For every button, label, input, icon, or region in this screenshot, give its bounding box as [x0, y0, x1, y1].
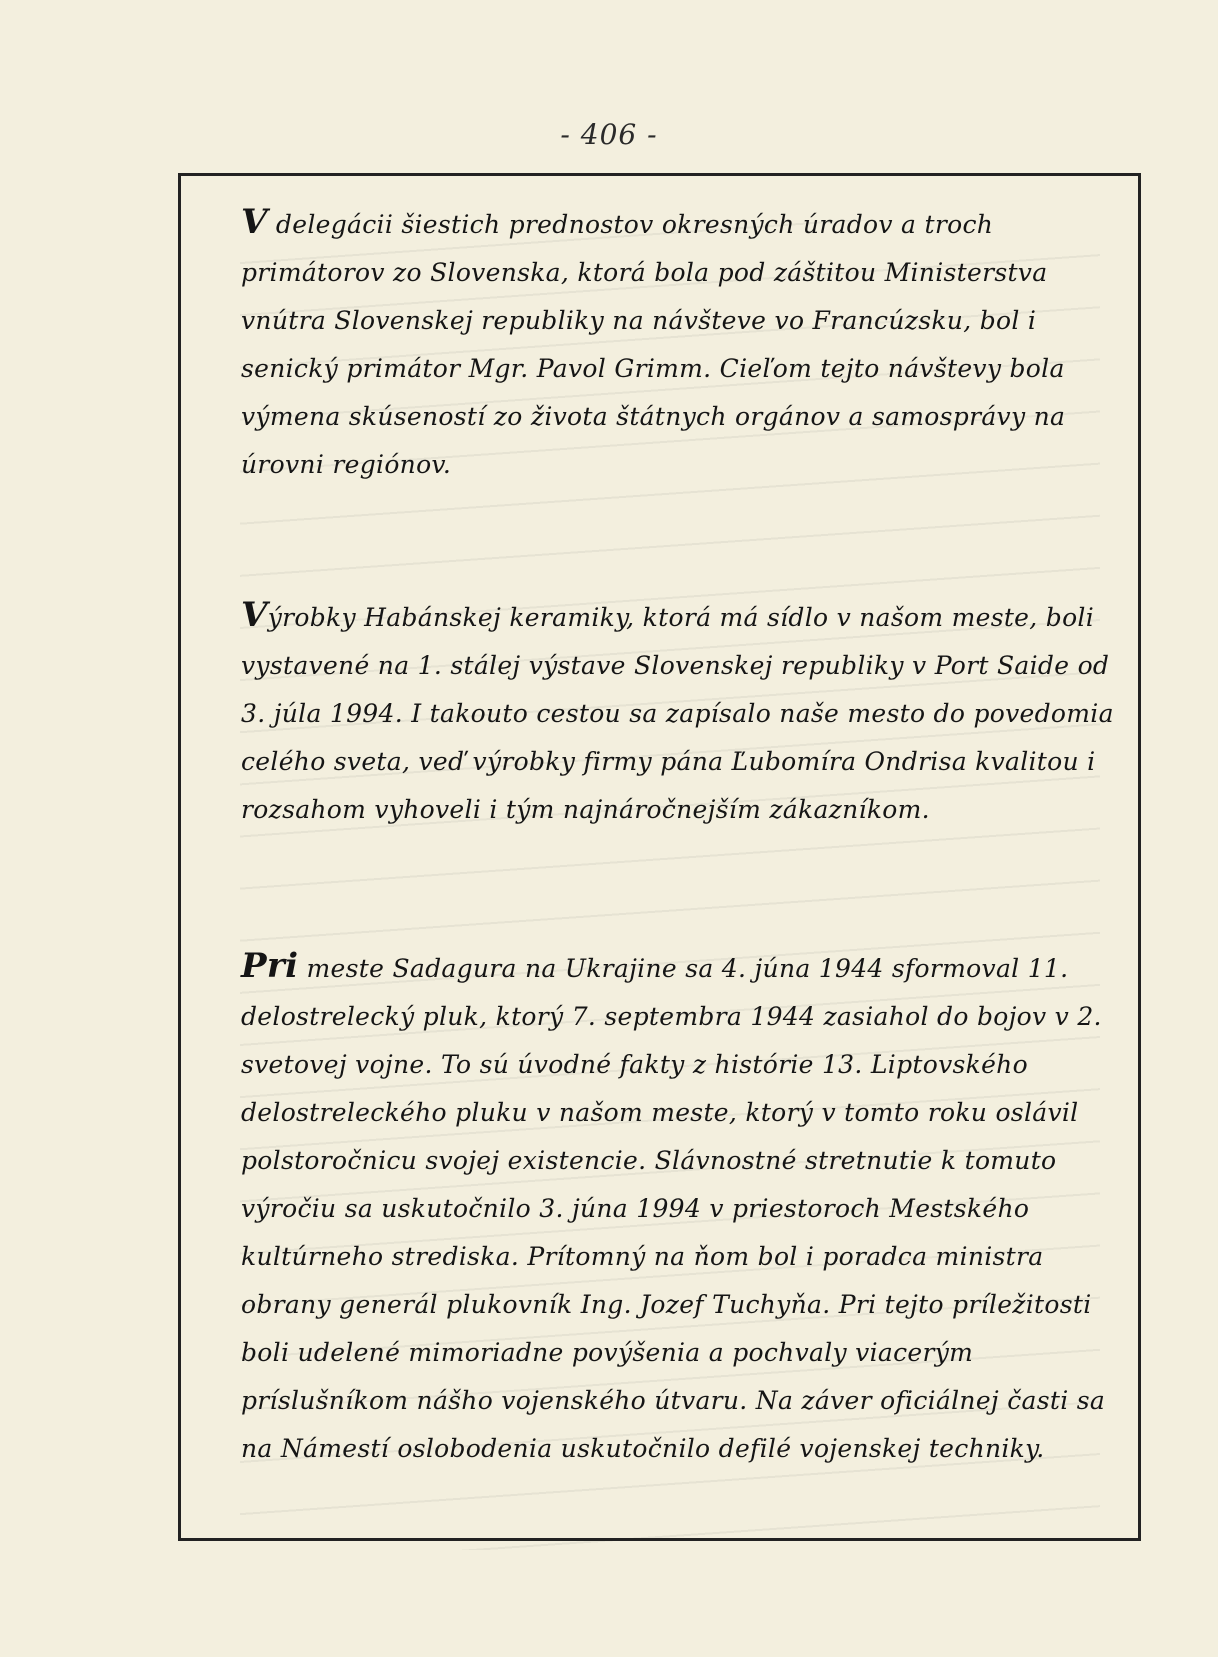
- text-frame: [178, 173, 1141, 1541]
- paragraph-artillery-regiment: [241, 942, 1131, 1473]
- paragraph-initial: V: [241, 202, 268, 242]
- paragraph-initial: Pri: [241, 946, 299, 986]
- paragraph-text: ýrobky Habánskej keramiky, ktorá má sídlo v našom meste, boli vystavené na 1. stálej výstave Slovenskej republiky v Port Saide od 3. júla 1994. I takouto cestou sa zapísalo naše mesto do povedomia celého sveta, veď výrobky firmy pána Ľubomíra Ondrisa kvalitou i rozsahom vyhoveli i tým najnáročnejším zákazníkom.: [241, 603, 1114, 824]
- paragraph-initial: V: [241, 595, 268, 635]
- paragraph-text: meste Sadagura na Ukrajine sa 4. júna 1944 sformoval 11. delostrelecký pluk, ktorý 7. septembra 1944 zasiahol do bojov v 2. svetovej vojne. To sú úvodné fakty z histórie 13. Liptovského delostreleckého pluku v našom meste, ktorý v tomto roku oslávil polstoročnicu svojej existencie. Slávnostné stretnutie k tomuto výročiu sa uskutočnilo 3. júna 1994 v priestoroch Mestského kultúrneho strediska. Prítomný na ňom bol i poradca ministra obrany generál plukovník Ing. Jozef Tuchyňa. Pri tejto príležitosti boli udelené mimoriadne povýšenia a pochvaly viacerým príslušníkom nášho vojenského útvaru. Na záver oficiálnej časti sa na Námestí oslobodenia uskutočnilo defilé vojenskej techniky.: [241, 954, 1106, 1463]
- paragraph-text: delegácii šiestich prednostov okresných úradov a troch primátorov zo Slovenska, ktorá bola pod záštitou Ministerstva vnútra Slovenskej republiky na návšteve vo Francúzsku, bol i senický primátor Mgr. Pavol Grimm. Cieľom tejto návštevy bola výmena skúseností zo života štátnych orgánov a samosprávy na úrovni regiónov.: [241, 210, 1066, 479]
- paragraph-delegation: [241, 198, 1131, 489]
- handwritten-text: [241, 198, 1131, 1473]
- paragraph-ceramics: [241, 591, 1131, 834]
- page-number: - 406 -: [560, 118, 658, 151]
